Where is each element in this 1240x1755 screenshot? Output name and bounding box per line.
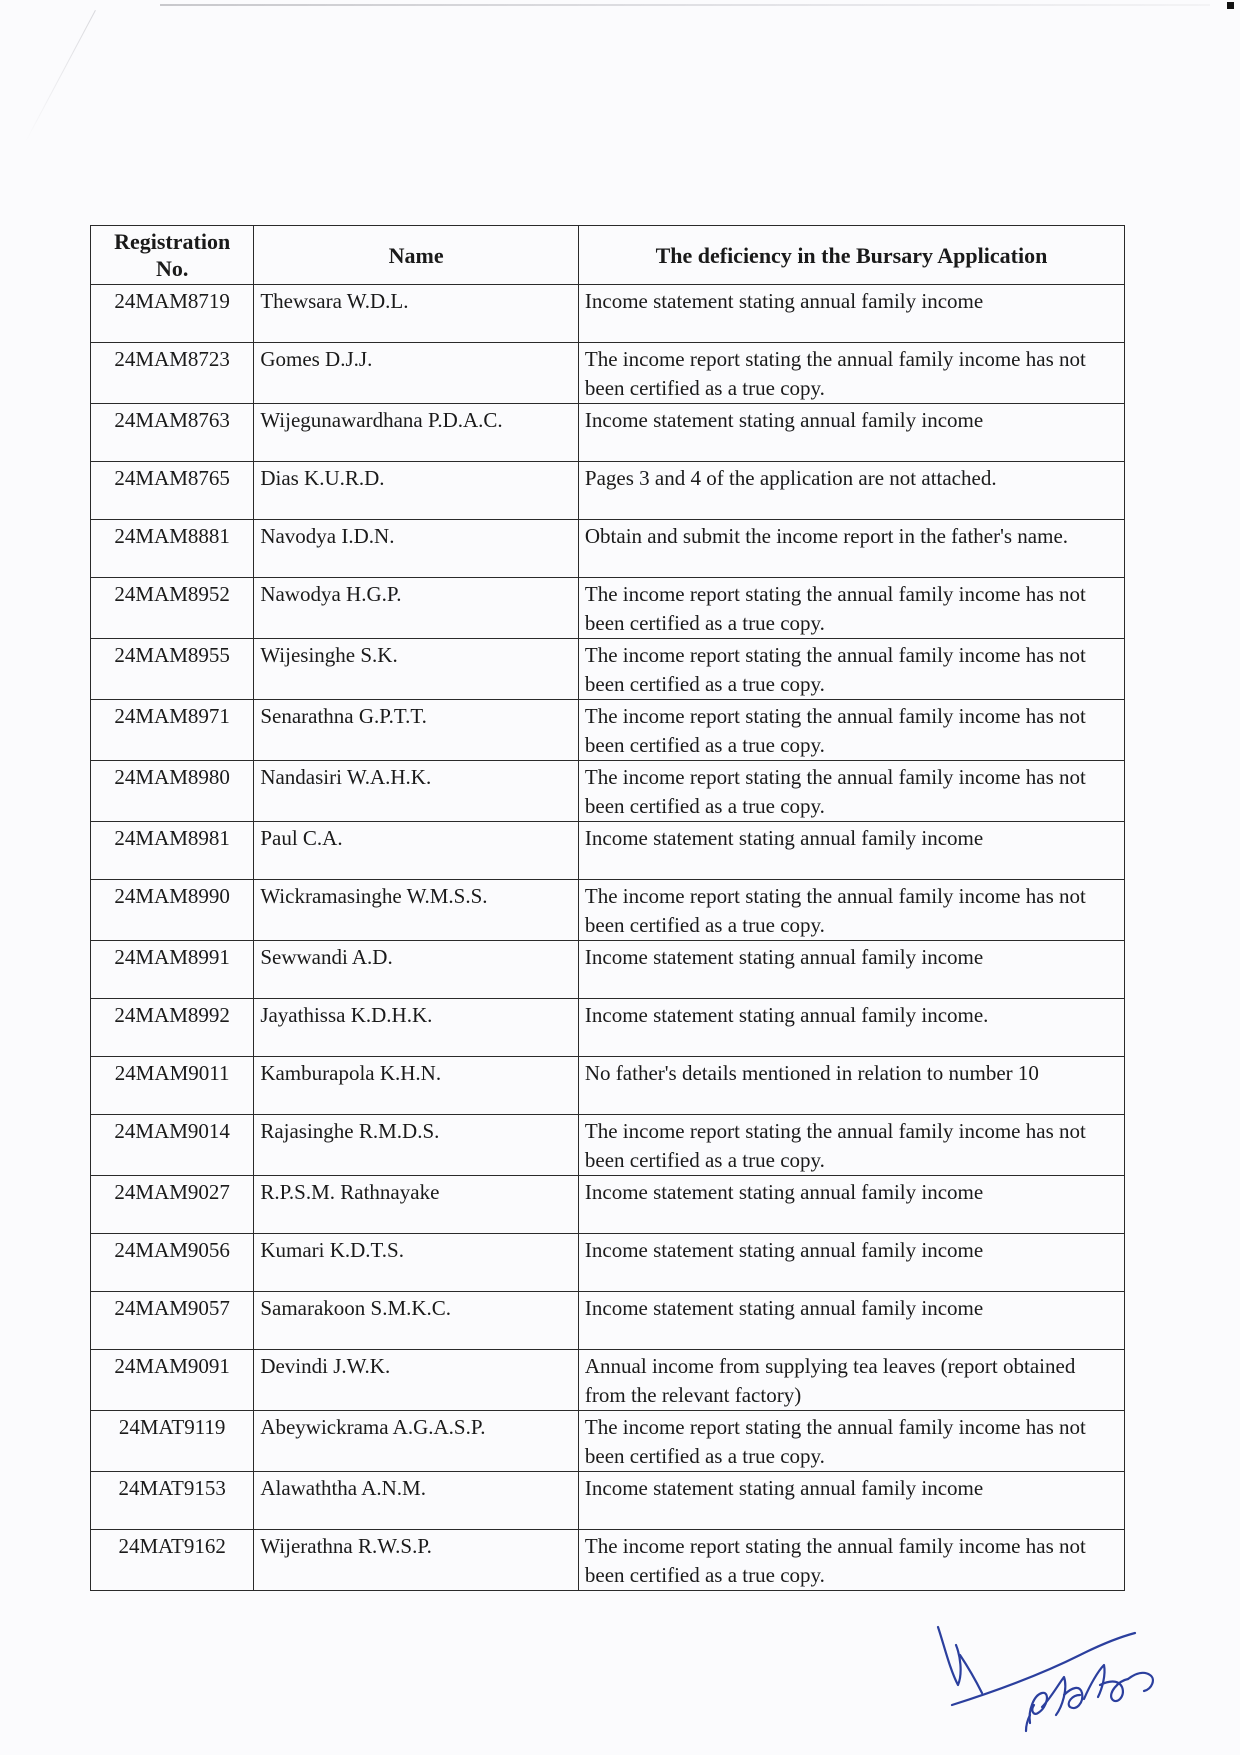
deficiency-cell: The income report stating the annual family income has not been certified as a true copy.: [578, 700, 1124, 761]
header-registration-no: Registration No.: [91, 226, 254, 285]
deficiency-cell: No father's details mentioned in relation to number 10: [578, 1057, 1124, 1115]
name-cell: Kumari K.D.T.S.: [254, 1234, 579, 1292]
scan-corner-mark: [1227, 2, 1234, 9]
name-cell: Wickramasinghe W.M.S.S.: [254, 880, 579, 941]
registration-no-cell: 24MAM8719: [91, 285, 254, 343]
table-row: [91, 1530, 1125, 1591]
name-cell: R.P.S.M. Rathnayake: [254, 1176, 579, 1234]
handwritten-signature: [930, 1615, 1170, 1745]
registration-no-cell: 24MAM9014: [91, 1115, 254, 1176]
table-row: [91, 462, 1125, 520]
registration-no-cell: 24MAM8955: [91, 639, 254, 700]
table-row: [91, 1176, 1125, 1234]
registration-no-cell: 24MAM9011: [91, 1057, 254, 1115]
table-row: [91, 1057, 1125, 1115]
registration-no-cell: 24MAT9153: [91, 1472, 254, 1530]
registration-no-cell: 24MAM8992: [91, 999, 254, 1057]
scan-edge-line: [160, 4, 1210, 6]
deficiency-cell: Pages 3 and 4 of the application are not attached.: [578, 462, 1124, 520]
name-cell: Abeywickrama A.G.A.S.P.: [254, 1411, 579, 1472]
name-cell: Samarakoon S.M.K.C.: [254, 1292, 579, 1350]
table-row: [91, 285, 1125, 343]
table-row: [91, 1292, 1125, 1350]
name-cell: Devindi J.W.K.: [254, 1350, 579, 1411]
table-row: [91, 999, 1125, 1057]
deficiency-cell: Income statement stating annual family income: [578, 1472, 1124, 1530]
deficiency-cell: The income report stating the annual family income has not been certified as a true copy.: [578, 880, 1124, 941]
name-cell: Dias K.U.R.D.: [254, 462, 579, 520]
deficiency-cell: Income statement stating annual family income: [578, 941, 1124, 999]
deficiency-cell: Income statement stating annual family income: [578, 822, 1124, 880]
name-cell: Sewwandi A.D.: [254, 941, 579, 999]
name-cell: Nandasiri W.A.H.K.: [254, 761, 579, 822]
deficiency-cell: The income report stating the annual family income has not been certified as a true copy.: [578, 1411, 1124, 1472]
bursary-deficiency-table: [90, 225, 1125, 1591]
name-cell: Paul C.A.: [254, 822, 579, 880]
deficiency-cell: The income report stating the annual family income has not been certified as a true copy.: [578, 343, 1124, 404]
name-cell: Wijerathna R.W.S.P.: [254, 1530, 579, 1591]
registration-no-cell: 24MAT9162: [91, 1530, 254, 1591]
deficiency-cell: Income statement stating annual family income.: [578, 999, 1124, 1057]
table-row: [91, 1472, 1125, 1530]
deficiency-cell: Income statement stating annual family income: [578, 1234, 1124, 1292]
scan-fold-mark: [25, 10, 96, 143]
registration-no-cell: 24MAM8991: [91, 941, 254, 999]
table-row: [91, 880, 1125, 941]
registration-no-cell: 24MAM8881: [91, 520, 254, 578]
table-row: [91, 404, 1125, 462]
registration-no-cell: 24MAM9056: [91, 1234, 254, 1292]
registration-no-cell: 24MAM8765: [91, 462, 254, 520]
name-cell: Rajasinghe R.M.D.S.: [254, 1115, 579, 1176]
registration-no-cell: 24MAM8952: [91, 578, 254, 639]
table-row: [91, 639, 1125, 700]
deficiency-cell: Obtain and submit the income report in the father's name.: [578, 520, 1124, 578]
registration-no-cell: 24MAM8723: [91, 343, 254, 404]
name-cell: Wijegunawardhana P.D.A.C.: [254, 404, 579, 462]
table-row: [91, 343, 1125, 404]
registration-no-cell: 24MAM9091: [91, 1350, 254, 1411]
name-cell: Jayathissa K.D.H.K.: [254, 999, 579, 1057]
registration-no-cell: 24MAM8990: [91, 880, 254, 941]
table-row: [91, 761, 1125, 822]
registration-no-cell: 24MAM8980: [91, 761, 254, 822]
deficiency-cell: The income report stating the annual family income has not been certified as a true copy.: [578, 761, 1124, 822]
table-row: [91, 520, 1125, 578]
name-cell: Wijesinghe S.K.: [254, 639, 579, 700]
table-header: [91, 226, 1125, 285]
deficiency-cell: Income statement stating annual family income: [578, 1176, 1124, 1234]
table-row: [91, 1234, 1125, 1292]
table-row: [91, 822, 1125, 880]
table-row: [91, 578, 1125, 639]
name-cell: Nawodya H.G.P.: [254, 578, 579, 639]
table-row: [91, 941, 1125, 999]
name-cell: Gomes D.J.J.: [254, 343, 579, 404]
registration-no-cell: 24MAT9119: [91, 1411, 254, 1472]
table-body: [91, 285, 1125, 1591]
name-cell: Senarathna G.P.T.T.: [254, 700, 579, 761]
table-row: [91, 700, 1125, 761]
deficiency-cell: The income report stating the annual family income has not been certified as a true copy.: [578, 1115, 1124, 1176]
name-cell: Kamburapola K.H.N.: [254, 1057, 579, 1115]
deficiency-cell: The income report stating the annual family income has not been certified as a true copy.: [578, 639, 1124, 700]
deficiency-cell: Annual income from supplying tea leaves (report obtained from the relevant factory): [578, 1350, 1124, 1411]
deficiency-cell: Income statement stating annual family income: [578, 1292, 1124, 1350]
registration-no-cell: 24MAM8763: [91, 404, 254, 462]
name-cell: Thewsara W.D.L.: [254, 285, 579, 343]
deficiency-cell: Income statement stating annual family income: [578, 285, 1124, 343]
registration-no-cell: 24MAM8981: [91, 822, 254, 880]
name-cell: Navodya I.D.N.: [254, 520, 579, 578]
registration-no-cell: 24MAM8971: [91, 700, 254, 761]
deficiency-cell: The income report stating the annual family income has not been certified as a true copy.: [578, 1530, 1124, 1591]
table-row: [91, 1411, 1125, 1472]
table-row: [91, 1115, 1125, 1176]
name-cell: Alawaththa A.N.M.: [254, 1472, 579, 1530]
header-deficiency: The deficiency in the Bursary Application: [578, 226, 1124, 285]
registration-no-cell: 24MAM9057: [91, 1292, 254, 1350]
deficiency-cell: The income report stating the annual family income has not been certified as a true copy.: [578, 578, 1124, 639]
header-row: [91, 226, 1125, 285]
registration-no-cell: 24MAM9027: [91, 1176, 254, 1234]
table-row: [91, 1350, 1125, 1411]
header-name: Name: [254, 226, 579, 285]
deficiency-cell: Income statement stating annual family income: [578, 404, 1124, 462]
